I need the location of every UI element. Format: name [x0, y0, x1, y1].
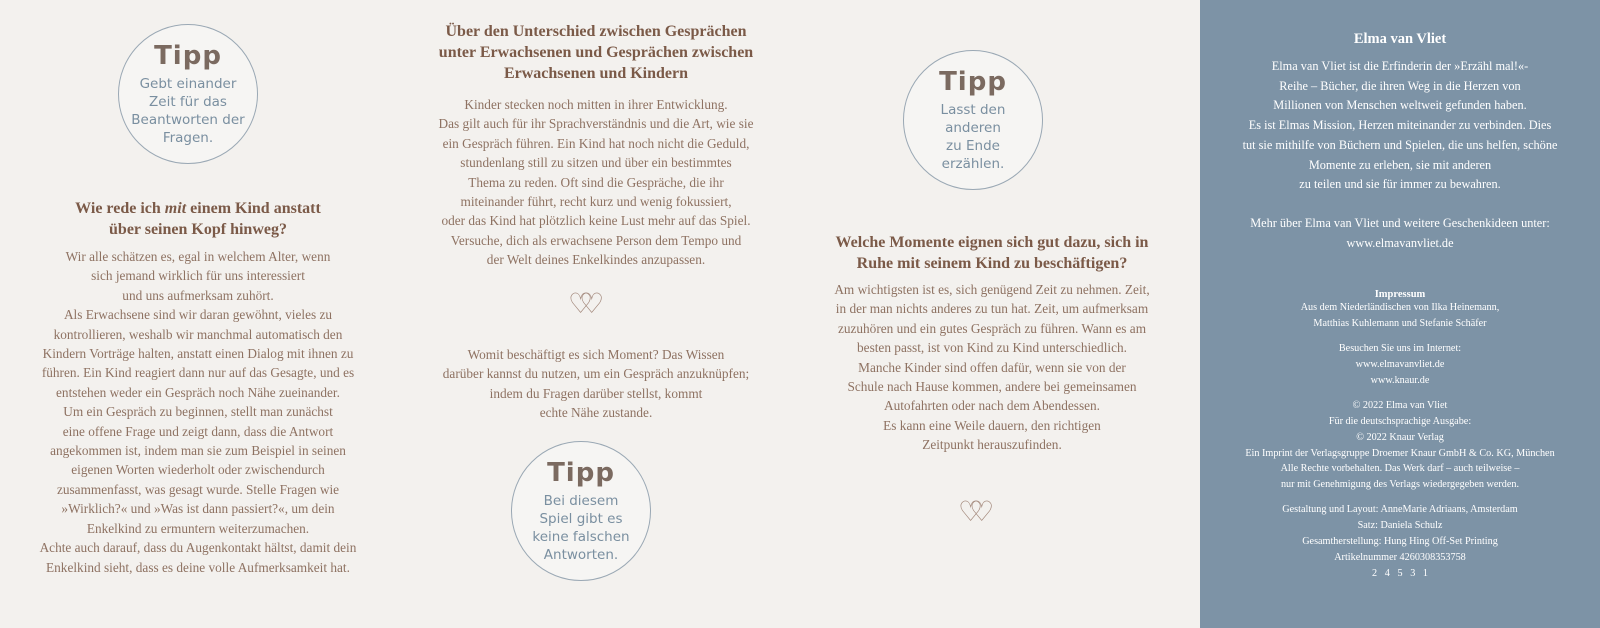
column-2-heading: Über den Unterschied zwischen Gesprächen unter Erwachsenen und Gesprächen zwischen Erwachsenen und Kindern [438, 23, 754, 82]
column-2-body: Kinder stecken noch mitten in ihrer Entwicklung. Das gilt auch für ihr Sprachverständnis und die Art, wie sie ein Gespräch führen. Ein Kind hat noch nicht die Geduld, stundenlang still zu sitzen und über ein bestimmtes Thema zu reden. Oft sind die Gespräche, die ihr miteinander führt, recht kurz und wenig fokussiert, oder das Kind hat plötzlich keine Lust mehr auf das Spiel. Versuche, dich als erwachsene Person dem Tempo und der Welt deines Enkelkindes anzupassen. [438, 97, 754, 268]
tip-title: Tipp [939, 67, 1007, 97]
tip-title: Tipp [154, 41, 222, 71]
tip-text: Bei diesem Spiel gibt es keine falschen Antworten. [532, 493, 630, 563]
tip-title: Tipp [547, 458, 615, 488]
heart-icon: ♡♡ [568, 287, 591, 320]
column-1-heading: Wie rede ich mit einem Kind anstatt über seinen Kopf hinweg? [75, 200, 321, 238]
column-2-body-2: Womit beschäftigt es sich Moment? Das Wissen darüber kannst du nutzen, um ein Gespräch anzuknüpfen; indem du Fragen darüber stellst, kommt echte Nähe zustande. [442, 347, 750, 421]
column-1-body: Wir alle schätzen es, egal in welchem Alter, wenn sich jemand wirklich für uns interessiert und uns aufmerksam zuhört. Als Erwachsene sind wir daran gewöhnt, vieles zu kontrollieren, weshalb wir manchmal automatisch den Kindern Vorträge halten, anstatt einen Dialog mit ihnen zu führen. Ein Kind reagiert dann nur auf das Gesagte, und es entstehen weder ein Gespräch noch Nähe zueinander. Um ein Gespräch zu beginnen, stellt man zunächst eine offene Frage und zeigt dann, dass die Antwort angekommen ist, indem man sie zum Beispiel in seinen eigenen Worten wiederholt oder zwischendurch zusammenfasst, was gesagt wurde. Stelle Fragen wie »Wirklich?« und »Was ist dann passiert?«, um dein Enkelkind zu ermuntern weiterzumachen. Achte auch darauf, dass du Augenkontakt hältst, damit dein Enkelkind sieht, dass es deine volle Aufmerksamkeit hat. [39, 249, 357, 575]
impressum-translation: Aus dem Niederländischen von Ilka Heinemann, Matthias Kuhlemann und Stefanie Schäfer [1300, 302, 1500, 330]
column-3-heading: Welche Momente eignen sich gut dazu, sich in Ruhe mit seinem Kind zu beschäftigen? [835, 234, 1149, 272]
tip-text: Lasst den anderen zu Ende erzählen. [940, 102, 1006, 172]
heart-icon: ♡♡ [958, 495, 981, 528]
tip-badge-3 [511, 441, 651, 581]
impressum-credits: Gestaltung und Layout: AnneMarie Adriaans, Amsterdam Satz: Daniela Schulz Gesamtherstellung: Hung Hing Off-Set Printing Artikelnummer 4260308353758 [1282, 504, 1518, 564]
author-sidebar [1200, 0, 1600, 628]
heading-emphasis: mit [164, 200, 187, 217]
tip-badge-1 [118, 24, 258, 164]
print-run: 2 4 5 3 1 [1371, 567, 1429, 579]
column-3-body: Am wichtigsten ist es, sich genügend Zeit zu nehmen. Zeit, in der man nichts anderes zu tun hat. Zeit, um aufmerksam zuzuhören und ein gutes Gespräch zu führen. Wann es am besten passt, ist von Kind zu Kind unterschiedlich. Manche Kinder sind offen dafür, wenn sie von der Schule nach Hause kommen, andere bei gemeinsamen Autofahrten oder nach dem Abendessen. Es kann eine Weile dauern, den richtigen Zeitpunkt herauszufinden. [834, 282, 1150, 453]
impressum-copyright: © 2022 Elma van Vliet Für die deutschsprachige Ausgabe: © 2022 Knaur Verlag Ein Imprint der Verlagsgruppe Droemer Knaur GmbH & Co. KG, München Alle Rechte vorbehalten. Das Werk darf – auch teilweise – nur mit Genehmigung des Verlags wiedergegeben werden. [1245, 399, 1555, 491]
author-website: Mehr über Elma van Vliet und weitere Geschenkideen unter: www.elmavanvliet.de [1250, 215, 1550, 250]
tip-text: Gebt einander Zeit für das Beantworten der Fragen. [131, 76, 245, 146]
impressum-title: Impressum [1374, 289, 1426, 301]
impressum-visit: Besuchen Sie uns im Internet: www.elmavanvliet.de www.knaur.de [1338, 343, 1462, 386]
author-bio: Elma van Vliet ist die Erfinderin der »Erzähl mal!«- Reihe – Bücher, die ihren Weg in die Herzen von Millionen von Menschen weltweit gefunden haben. Es ist Elmas Mission, Herzen miteinander zu verbinden. Dies tut sie mithilfe von Büchern und Spielen, die uns helfen, schöne Momente zu erleben, sie mit anderen zu teilen und sie für immer zu bewahren. [1242, 59, 1558, 192]
tip-badge-2 [903, 50, 1043, 190]
author-name: Elma van Vliet [1353, 31, 1447, 47]
